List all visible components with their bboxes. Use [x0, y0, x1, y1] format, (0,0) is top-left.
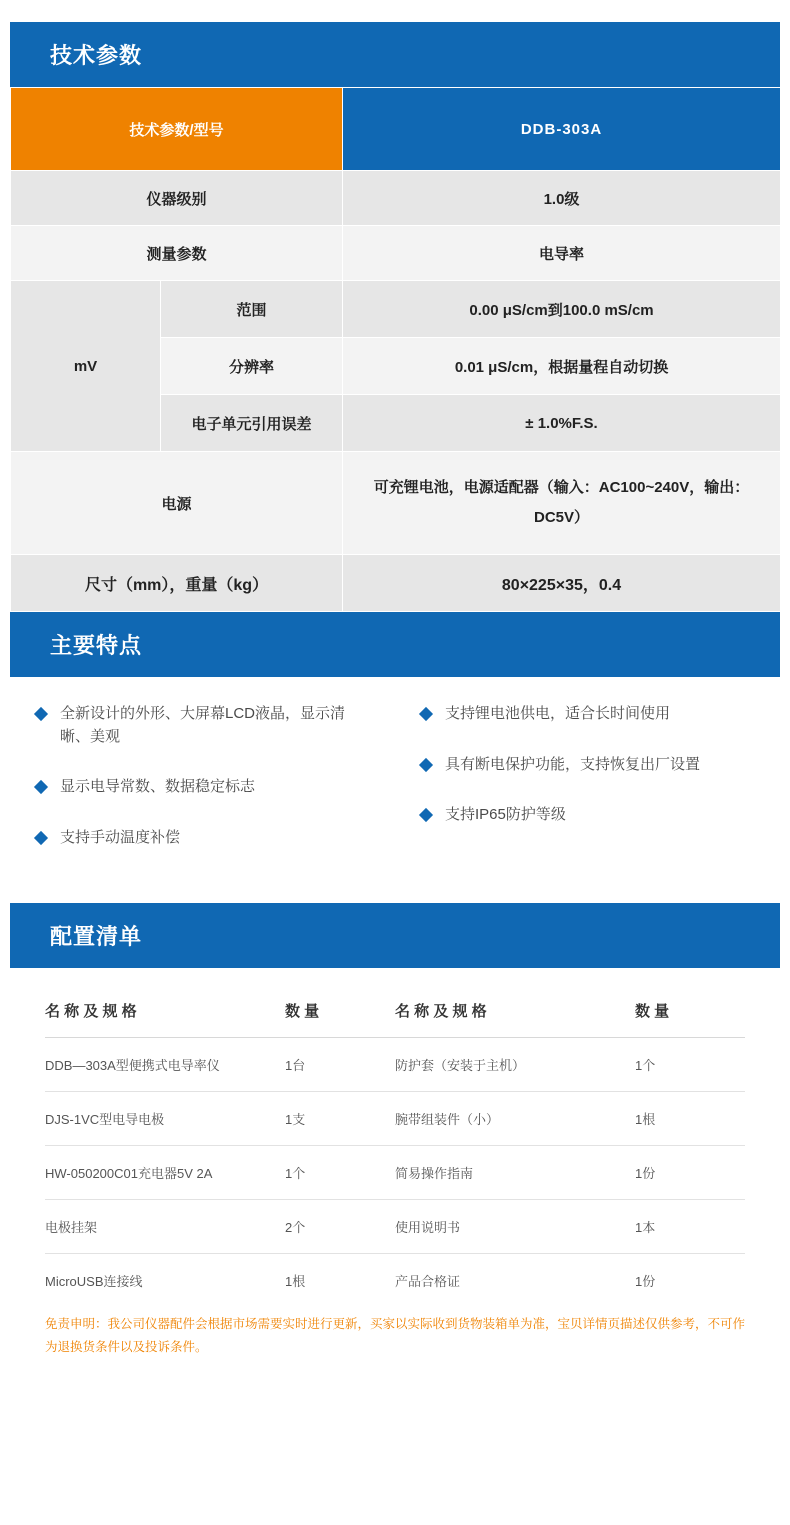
spec-value-resolution: 0.01 μS/cm，根据量程自动切换 [343, 338, 781, 395]
feature-text: 具有断电保护功能，支持恢复出厂设置 [445, 755, 701, 773]
table-row [11, 555, 781, 612]
spec-label-error: 电子单元引用误差 [161, 395, 343, 452]
features-list [10, 677, 780, 875]
feature-text: 支持手动温度补偿 [60, 828, 181, 846]
spec-value-size-weight: 80×225×35，0.4 [343, 555, 781, 612]
packing-header-name-1: 名 称 及 规 格 [45, 992, 285, 1038]
features-column-left [10, 703, 395, 849]
table-row-header [45, 992, 745, 1038]
spec-header-model: DDB-303A [343, 88, 781, 171]
section-header-packing-list: 配置清单 [10, 903, 780, 968]
packing-cell-name: HW-050200C01充电器5V 2A [45, 1146, 285, 1200]
section-header-parameters: 技术参数 [10, 22, 780, 87]
table-row-header [11, 88, 781, 171]
packing-header-qty-2: 数 量 [635, 992, 745, 1038]
packing-cell-qty: 1个 [285, 1146, 395, 1200]
feature-text: 支持IP65防护等级 [445, 806, 566, 823]
packing-cell-name: 简易操作指南 [395, 1146, 635, 1200]
spec-label-range: 范围 [161, 281, 343, 338]
spec-value-range: 0.00 μS/cm到100.0 mS/cm [343, 281, 781, 338]
packing-cell-name: 防护套（安装于主机） [395, 1038, 635, 1092]
packing-cell-name: DJS-1VC型电导电极 [45, 1092, 285, 1146]
spec-value-power: 可充锂电池，电源适配器（输入：AC100~240V，输出：DC5V） [343, 452, 781, 555]
packing-header-qty-1: 数 量 [285, 992, 395, 1038]
packing-cell-qty: 1根 [635, 1092, 745, 1146]
spec-value-measure-param: 电导率 [343, 226, 781, 281]
spec-label-power: 电源 [11, 452, 343, 555]
spec-header-left: 技术参数/型号 [11, 88, 343, 171]
specifications-table [10, 87, 781, 612]
diamond-bullet-icon [419, 757, 433, 771]
spec-label-size-weight: 尺寸（mm），重量（kg） [11, 555, 343, 612]
spec-label-grade: 仪器级别 [11, 171, 343, 226]
list-item [421, 754, 780, 777]
packing-list [10, 968, 780, 1395]
packing-cell-name: 腕带组装件（小） [395, 1092, 635, 1146]
packing-cell-name: MicroUSB连接线 [45, 1274, 143, 1289]
feature-text: 支持锂电池供电，适合长时间使用 [445, 705, 671, 722]
list-item [36, 776, 395, 799]
table-row [45, 1092, 745, 1146]
table-row [45, 1146, 745, 1200]
spec-group-label-mv: mV [11, 281, 161, 452]
packing-cell-qty: 1份 [635, 1274, 656, 1289]
product-spec-page [0, 22, 790, 1525]
diamond-bullet-icon [34, 830, 48, 844]
list-item [36, 703, 395, 748]
packing-cell-qty: 2个 [285, 1200, 395, 1254]
table-row [11, 281, 781, 338]
table-row [11, 452, 781, 555]
features-column-right [395, 703, 780, 849]
packing-cell-name: 产品合格证 [395, 1274, 461, 1289]
diamond-bullet-icon [419, 707, 433, 721]
packing-cell-qty: 1本 [635, 1200, 745, 1254]
diamond-bullet-icon [419, 808, 433, 822]
packing-header-name-2: 名 称 及 规 格 [395, 992, 635, 1038]
spec-label-resolution: 分辨率 [161, 338, 343, 395]
table-row [45, 1200, 745, 1254]
table-row [45, 1038, 745, 1092]
spec-value-error: ± 1.0%F.S. [343, 395, 781, 452]
packing-cell-name: DDB—303A型便携式电导率仪 [45, 1038, 285, 1092]
feature-text: 显示电导常数、数据稳定标志 [60, 778, 256, 795]
packing-cell-qty: 1台 [285, 1038, 395, 1092]
packing-cell-qty: 1个 [635, 1038, 745, 1092]
disclaimer-text: 免责申明：我公司仪器配件会根据市场需要实时进行更新，买家以实际收到货物装箱单为准，宝贝详情页描述仅供参考，不可作为退换货条件以及投诉条件。 [45, 1317, 746, 1355]
section-header-features: 主要特点 [10, 612, 780, 677]
packing-cell-qty: 1支 [285, 1092, 395, 1146]
table-row [11, 226, 781, 281]
packing-table [45, 992, 745, 1307]
list-item [421, 804, 780, 827]
diamond-bullet-icon [34, 780, 48, 794]
spec-label-measure-param: 测量参数 [11, 226, 343, 281]
diamond-bullet-icon [34, 707, 48, 721]
list-item [421, 703, 780, 726]
packing-cell-name: 电极挂架 [45, 1200, 285, 1254]
packing-cell-qty: 1份 [635, 1146, 745, 1200]
table-row [11, 171, 781, 226]
packing-cell-name: 使用说明书 [395, 1200, 635, 1254]
list-item [36, 827, 395, 850]
packing-cell-qty: 1根 [285, 1274, 306, 1289]
feature-text: 全新设计的外形、大屏幕LCD液晶，显示清晰、美观 [60, 705, 346, 745]
spec-value-grade: 1.0级 [343, 171, 781, 226]
table-row [45, 1254, 745, 1308]
